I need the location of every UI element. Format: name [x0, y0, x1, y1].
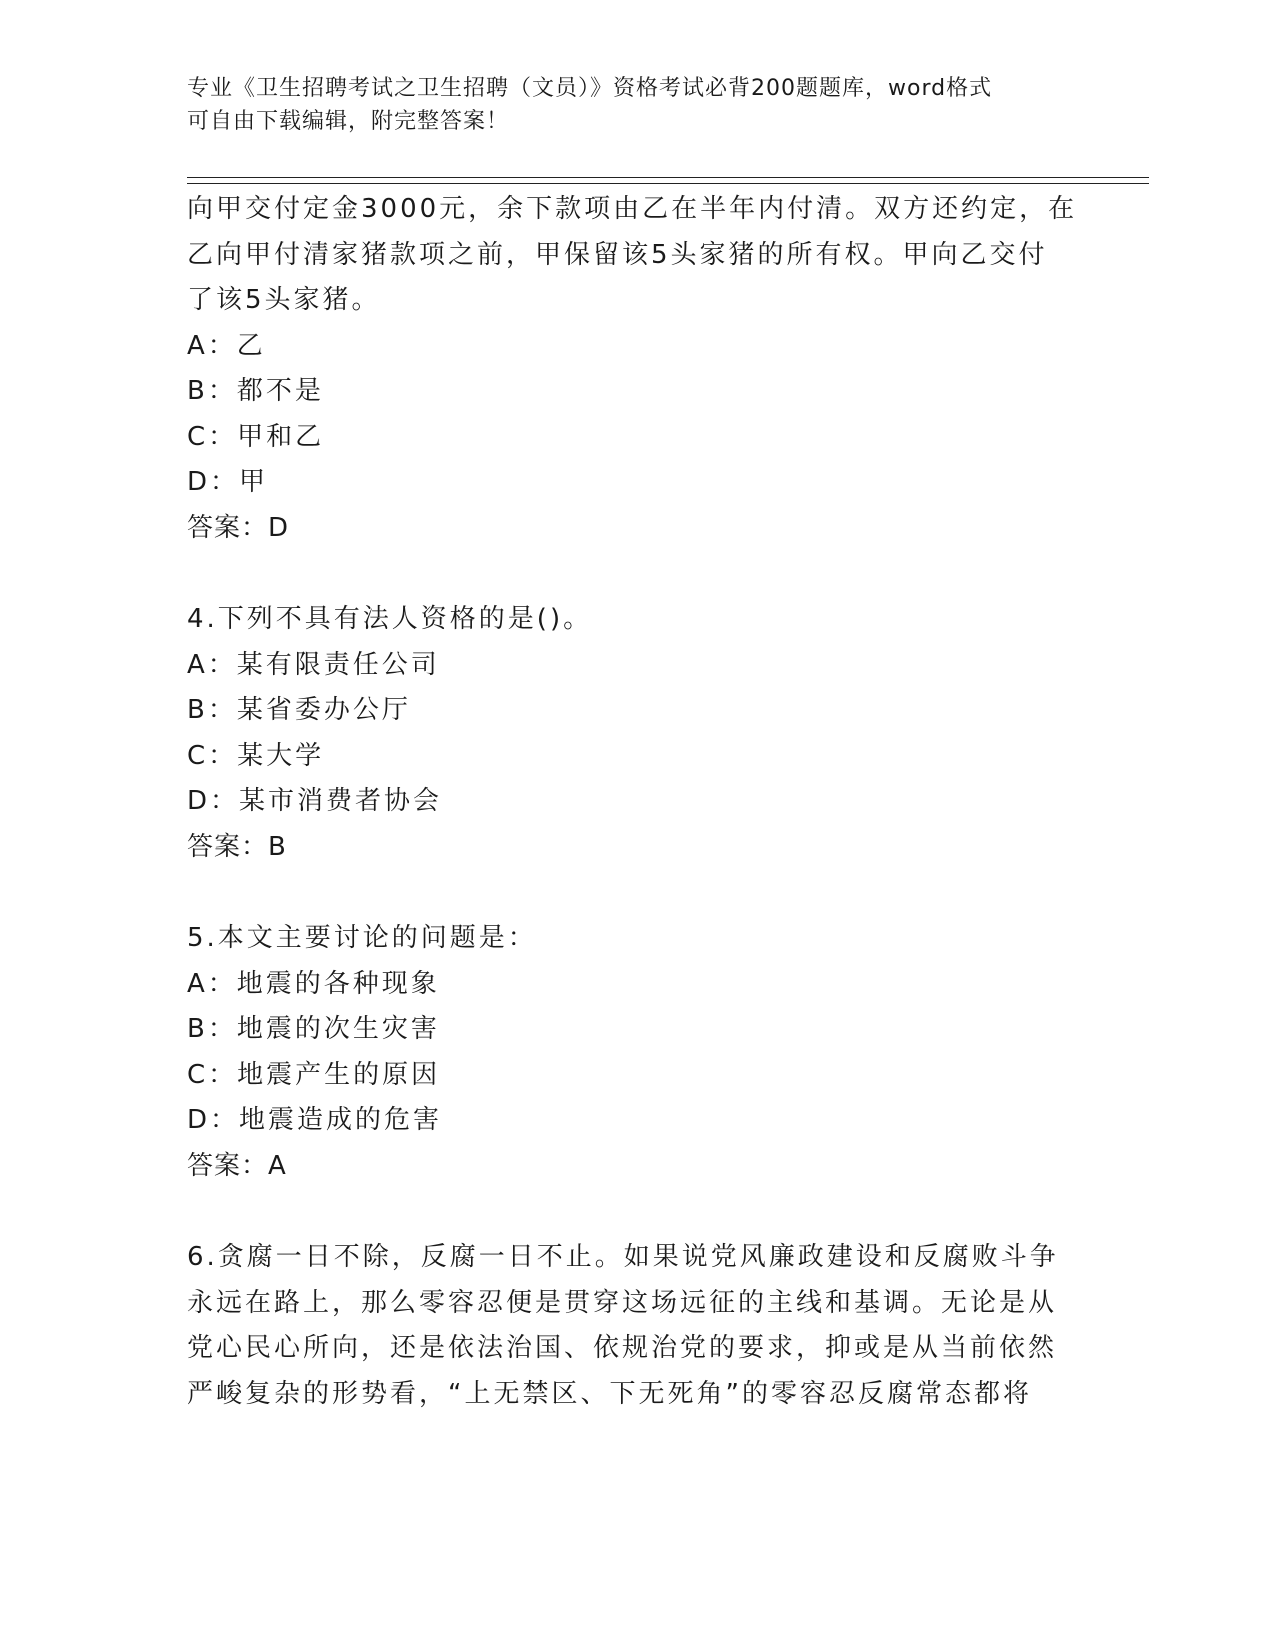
question-stem: 4.下列不具有法人资格的是()。 — [187, 604, 593, 634]
question-text-line: 6.贪腐一日不除，反腐一日不止。如果说党风廉政建设和反腐败斗争 — [187, 1242, 1059, 1272]
spacer — [187, 870, 1147, 916]
option-d: D：地震造成的危害 — [187, 1105, 443, 1135]
option-c: C：甲和乙 — [187, 421, 325, 452]
question-text-line: 了该5头家猪。 — [187, 285, 381, 315]
option-c: C：地震产生的原因 — [187, 1059, 441, 1090]
question-4 — [187, 597, 1147, 870]
question-6 — [187, 1235, 1147, 1417]
answer-line: 答案：A — [187, 1150, 287, 1181]
question-text-line: 永远在路上，那么零容忍便是贯穿这场远征的主线和基调。无论是从 — [187, 1287, 1058, 1318]
option-d: D：某市消费者协会 — [187, 786, 443, 816]
question-text-line: 党心民心所向，还是依法治国、依规治党的要求，抑或是从当前依然 — [187, 1333, 1058, 1363]
question-text-line: 乙向甲付清家猪款项之前，甲保留该5头家猪的所有权。甲向乙交付 — [187, 239, 1048, 270]
answer-line: 答案：B — [187, 831, 287, 862]
spacer — [187, 1189, 1147, 1235]
option-a: A：某有限责任公司 — [187, 649, 440, 680]
page-header — [187, 72, 1087, 138]
option-b: B：都不是 — [187, 376, 324, 406]
header-divider-bottom — [187, 183, 1149, 184]
header-title-line-2: 可自由下载编辑，附完整答案！ — [187, 109, 510, 134]
document-body — [187, 187, 1147, 1417]
option-b: B：某省委办公厅 — [187, 695, 411, 725]
answer-line: 答案：D — [187, 512, 290, 543]
question-stem: 5.本文主要讨论的问题是： — [187, 923, 537, 953]
option-b: B：地震的次生灾害 — [187, 1014, 440, 1044]
header-title-line-1: 专业《卫生招聘考试之卫生招聘（文员）》资格考试必背200题题库，word格式 — [187, 76, 993, 101]
question-text-line: 严峻复杂的形势看，“上无禁区、下无死角”的零容忍反腐常态都将 — [187, 1378, 1032, 1409]
question-3-continued — [187, 187, 1147, 551]
spacer — [187, 551, 1147, 597]
option-a: A：地震的各种现象 — [187, 968, 440, 999]
header-divider-top — [187, 177, 1149, 178]
option-a: A：乙 — [187, 330, 266, 361]
question-text-line: 向甲交付定金3000元，余下款项由乙在半年内付清。双方还约定，在 — [187, 194, 1078, 224]
question-5 — [187, 916, 1147, 1189]
option-c: C：某大学 — [187, 740, 325, 771]
option-d: D：甲 — [187, 467, 269, 497]
